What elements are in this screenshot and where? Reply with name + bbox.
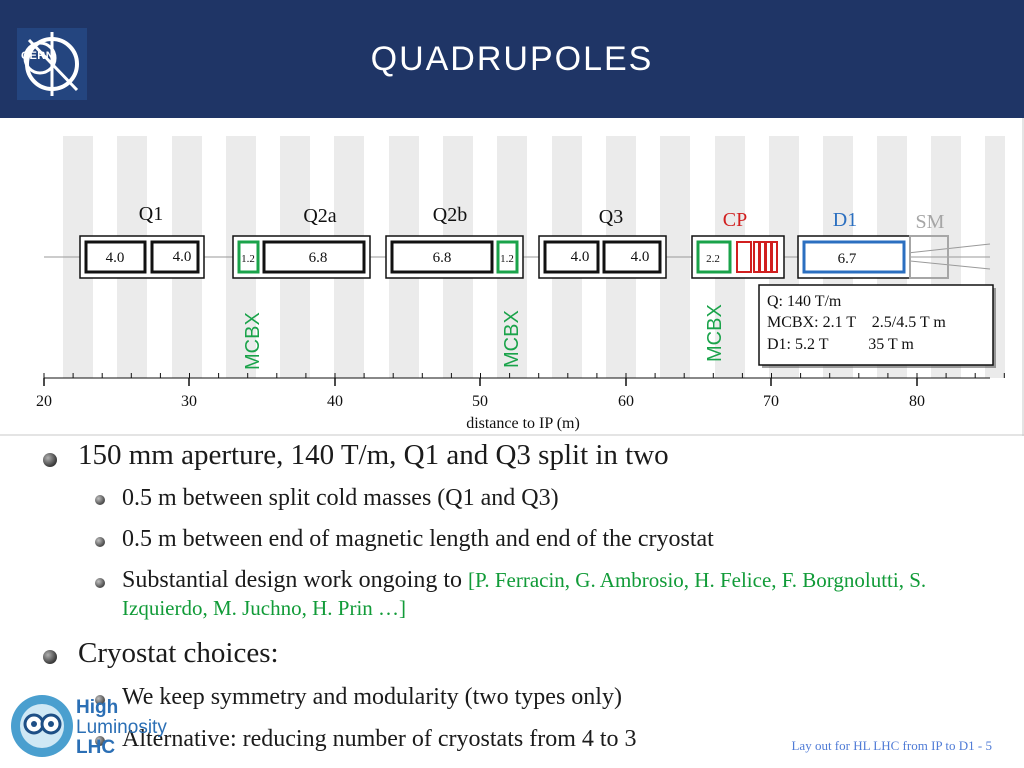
bullet-icon bbox=[43, 650, 57, 664]
mcbx-label-3: MCBX bbox=[704, 304, 726, 362]
q1-b-value: 4.0 bbox=[172, 249, 192, 265]
q3-label: Q3 bbox=[598, 206, 624, 228]
logo-line-high: High bbox=[76, 697, 119, 718]
param-line-1: Q: 140 T/m bbox=[767, 293, 842, 310]
sub-bullet-2-1: We keep symmetry and modularity (two types only) bbox=[122, 684, 622, 710]
reference-citation: [P. Ferracin, G. Ambrosio, H. Felice, F. Borgnolutti, S. Izquierdo, M. Juchno, H. Prin …] bbox=[122, 568, 927, 620]
tick-label-80: 80 bbox=[909, 393, 925, 410]
footer-text: Lay out for HL LHC from IP to D1 - 5 bbox=[791, 738, 992, 753]
tick-label-20: 20 bbox=[36, 393, 52, 410]
sub-bullet-1-3 bbox=[122, 566, 982, 622]
bullet-icon bbox=[43, 453, 57, 467]
sub-bullet-2-2: Alternative: reducing number of cryostats from 4 to 3 bbox=[122, 726, 637, 752]
q2a-main-value: 6.8 bbox=[308, 250, 328, 266]
mcbx-label-2: MCBX bbox=[501, 310, 523, 368]
q2b-corr-value: 1.2 bbox=[500, 253, 514, 265]
sub-bullet-1-1: 0.5 m between split cold masses (Q1 and Q3) bbox=[122, 485, 559, 511]
logo-text: CERN bbox=[21, 50, 55, 62]
sm-label: SM bbox=[915, 211, 945, 233]
sub-bullet-icon bbox=[95, 537, 105, 547]
q3-a-value: 4.0 bbox=[570, 249, 590, 265]
sub-bullet-icon bbox=[95, 495, 105, 505]
mcbx-label-1: MCBX bbox=[242, 312, 264, 370]
param-line-2: MCBX: 2.1 T 2.5/4.5 T m bbox=[767, 314, 946, 331]
logo-line-lhc: LHC bbox=[76, 737, 116, 758]
parameters-box bbox=[759, 285, 996, 368]
tick-label-60: 60 bbox=[618, 393, 634, 410]
param-line-3: D1: 5.2 T 35 T m bbox=[767, 336, 914, 353]
q3-b-value: 4.0 bbox=[630, 249, 650, 265]
tick-label-40: 40 bbox=[327, 393, 343, 410]
sub-bullet-icon bbox=[95, 578, 105, 588]
tick-label-50: 50 bbox=[472, 393, 488, 410]
q2a-corr-value: 1.2 bbox=[241, 253, 255, 265]
q2b-main-value: 6.8 bbox=[432, 250, 452, 266]
bullet-2: Cryostat choices: bbox=[78, 637, 279, 669]
cp-corr-value: 2.2 bbox=[706, 253, 720, 265]
tick-label-70: 70 bbox=[763, 393, 779, 410]
axis-title: distance to IP (m) bbox=[466, 415, 580, 432]
x-axis bbox=[36, 373, 1004, 432]
cp-label: CP bbox=[722, 209, 748, 231]
magnet-layout-diagram bbox=[0, 118, 1024, 436]
d1-main-value: 6.7 bbox=[837, 251, 857, 267]
q1-label: Q1 bbox=[138, 203, 164, 225]
q1-a-value: 4.0 bbox=[105, 250, 125, 266]
d1-label: D1 bbox=[832, 209, 858, 231]
hl-lhc-logo bbox=[8, 690, 178, 760]
q2a-label: Q2a bbox=[303, 205, 337, 227]
bullet-1: 150 mm aperture, 140 T/m, Q1 and Q3 split in two bbox=[78, 439, 669, 471]
logo-line-luminosity: Luminosity bbox=[76, 717, 167, 738]
q2b-label: Q2b bbox=[432, 204, 468, 226]
header-bar bbox=[0, 0, 1024, 118]
slide-title: QUADRUPOLES bbox=[370, 40, 654, 78]
tick-label-30: 30 bbox=[181, 393, 197, 410]
sub-bullet-1-3-text: Substantial design work ongoing to bbox=[122, 567, 468, 593]
sub-bullet-1-2: 0.5 m between end of magnetic length and end of the cryostat bbox=[122, 526, 714, 552]
